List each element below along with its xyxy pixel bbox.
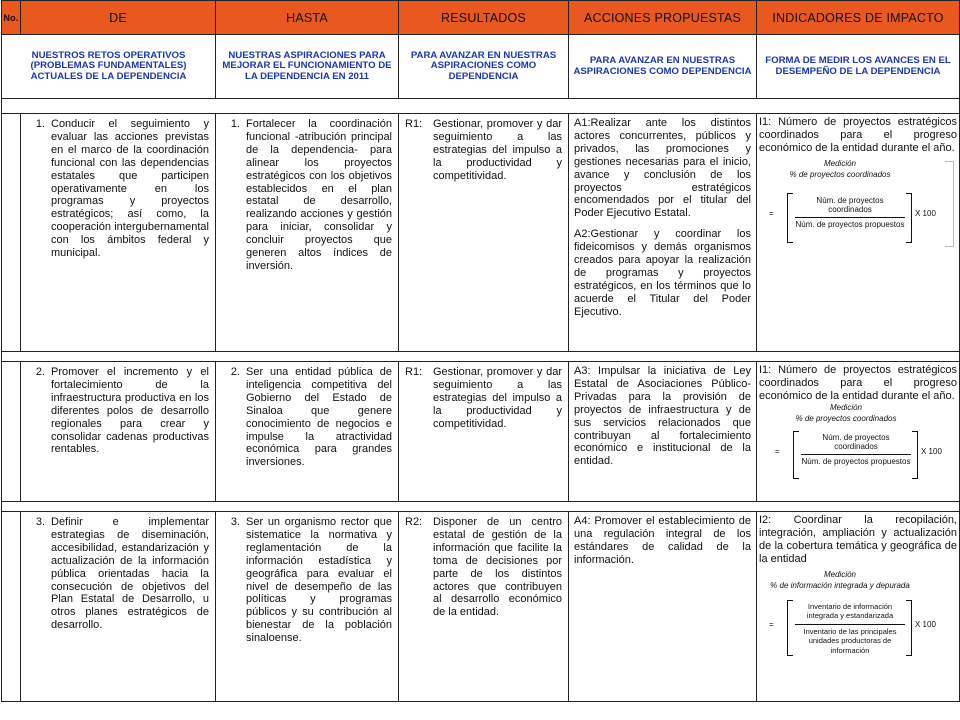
indicator-text: I2: Coordinar la recopilación, integración, ampliación y actualización de la cobertura temática y geográfica de la entidad — [759, 514, 957, 565]
strategy-table — [1, 0, 960, 702]
indicadores-cell — [757, 362, 960, 502]
de-cell — [21, 512, 216, 702]
measurement-formula — [765, 159, 957, 251]
subheader-hasta: NUESTRAS ASPIRACIONES PARA MEJORAR EL FUNCIONAMIENTO DE LA DEPENDENCIA EN 2011 — [216, 35, 399, 99]
de-cell — [21, 114, 216, 352]
hasta-cell — [216, 114, 399, 352]
result-text: Gestionar, promover y dar seguimiento a las estrategias del impulso a la productividad y competitividad. — [433, 366, 562, 430]
subheader-row — [2, 35, 960, 99]
equals-sign: = — [769, 208, 774, 218]
hasta-text: Ser una entidad pública de inteligencia competitiva del Gobierno del Estado de Sinaloa que genere conocimiento de negocios e impulse la atractividad económica para grandes inversiones. — [246, 366, 392, 469]
de-number: 3. — [35, 516, 45, 528]
header-de: DE — [21, 1, 216, 35]
header-hasta: HASTA — [216, 1, 399, 35]
spacer-row — [2, 352, 960, 362]
de-cell — [21, 362, 216, 502]
action-text: A1:Realizar ante los distintos actores concurrentes, públicos y privados, las promociones y gestiones necesarias para el inicio, avance y conclusión de los proyectos estratégicos encomendados por el titular del Poder Ejecutivo Estatal. — [574, 117, 751, 220]
bracket-right — [906, 600, 912, 656]
fraction-line — [795, 624, 905, 625]
bracket-right — [906, 193, 912, 243]
acciones-cell — [569, 512, 757, 702]
indicadores-cell — [757, 114, 960, 352]
formula-numerator: Núm. de proyectos coordinados — [816, 195, 884, 215]
header-no: No. — [2, 1, 21, 35]
formula-factor: X 100 — [915, 208, 936, 218]
result-label: R2: — [405, 516, 423, 528]
bracket-left — [787, 193, 793, 243]
formula-factor: X 100 — [915, 619, 936, 629]
header-resultados: RESULTADOS — [399, 1, 569, 35]
measurement-formula — [771, 403, 957, 483]
de-text: Conducir el seguimiento y evaluar las acciones previstas en el marco de la coordinación funcional con las dependencias estatales que participen operativamente en los programas y proyectos estratégicos; así como, la cooperación intergubernamental con los ámbitos federal y municipal. — [51, 118, 209, 260]
hasta-cell — [216, 362, 399, 502]
spacer-row — [2, 99, 960, 114]
formula-denominator: Núm. de proyectos propuestos — [795, 219, 905, 229]
header-indicadores: INDICADORES DE IMPACTO — [757, 1, 960, 35]
hasta-text: Fortalecer la coordinación funcional -atribución principal de la dependencia- para alinear los proyectos estratégicos con los objetivos establecidos en el plan estatal de desarrollo, realizando acciones y gestión para iniciar, consolidar y concluir proyectos que generen altos índices de inversión. — [246, 118, 392, 272]
measurement-title: Medición — [823, 158, 856, 168]
table-row — [2, 512, 960, 702]
de-number: 2. — [35, 366, 45, 378]
indicator-text: I1: Número de proyectos estratégicos coordinados para el progreso económico de la entidad durante el año. — [759, 364, 957, 402]
resultados-cell — [399, 512, 569, 702]
hasta-text: Ser un organismo rector que sistematice la normativa y reglamentación de la información estadística y geográfica para evaluar el nivel de desempeño de las políticas y programas públicos y su contribución al bienestar de la población sinaloense. — [246, 516, 392, 645]
measurement-formula — [765, 570, 957, 662]
subheader-de: NUESTROS RETOS OPERATIVOS (PROBLEMAS FUNDAMENTALES) ACTUALES DE LA DEPENDENCIA — [2, 35, 216, 99]
spacer-row — [2, 502, 960, 512]
hasta-number: 1. — [230, 118, 240, 130]
table-row — [2, 114, 960, 352]
subheader-acciones: PARA AVANZAR EN NUESTRAS ASPIRACIONES COMO DEPENDENCIA — [569, 35, 757, 99]
bracket-left — [787, 600, 793, 656]
hasta-cell — [216, 512, 399, 702]
result-label: R1: — [405, 366, 423, 378]
de-text: Definir e implementar estrategias de diseminación, accesibilidad, estandarización y actualización de la información pública orientadas hacia la consecución de objetivos del Plan Estatal de Desarrollo, u otros planes estratégicos de desarrollo. — [51, 516, 209, 632]
formula-denominator: Núm. de proyectos propuestos — [801, 456, 911, 466]
subheader-resultados: PARA AVANZAR EN NUESTRAS ASPIRACIONES COMO DEPENDENCIA — [399, 35, 569, 99]
hasta-number: 2. — [230, 366, 240, 378]
de-number: 1. — [35, 118, 45, 130]
header-row — [2, 1, 960, 35]
image-frame-edge — [945, 161, 954, 247]
resultados-cell — [399, 362, 569, 502]
bracket-right — [912, 431, 918, 479]
indicadores-cell — [757, 512, 960, 702]
header-acciones: ACCIONES PROPUESTAS — [569, 1, 757, 35]
fraction-line — [801, 454, 911, 455]
formula-numerator: Núm. de proyectos coordinados — [822, 432, 890, 452]
table-row — [2, 362, 960, 502]
de-text: Promover el incremento y el fortalecimiento de la infraestructura productiva en los diferentes polos de desarrollo regionales para crear y consolidar cadenas productivas rentables. — [51, 366, 209, 456]
acciones-cell — [569, 362, 757, 502]
action-text: A2:Gestionar y coordinar los fideicomisos y demás organismos creados para apoyar la realización de programas y proyectos estratégicos, en los términos que lo acuerde el Titular del Poder Ejecutivo. — [574, 228, 751, 318]
measurement-metric: % de proyectos coordinados — [795, 413, 897, 423]
result-text: Disponer de un centro estatal de gestión de la información que facilite la toma de decisiones por parte de los distintos actores que contribuyen al desarrollo económico de la entidad. — [433, 516, 562, 619]
action-text: A3: Impulsar la iniciativa de Ley Estatal de Asociaciones Público-Privadas para la provisión de proyectos de infraestructura y de sus servicios relacionados que contribuyan al fortalecimiento económico e institucional de la entidad. — [574, 365, 751, 468]
acciones-cell — [569, 114, 757, 352]
formula-denominator: Inventario de las principales unidades productoras de información — [803, 626, 897, 655]
fraction-line — [795, 217, 905, 218]
equals-sign: = — [775, 446, 780, 456]
measurement-title: Medición — [829, 402, 862, 412]
result-text: Gestionar, promover y dar seguimiento a las estrategias del impulso a la productividad y competitividad. — [433, 118, 562, 182]
subheader-indicadores: FORMA DE MEDIR LOS AVANCES EN EL DESEMPEÑO DE LA DEPENDENCIA — [757, 35, 960, 99]
indicator-text: I1: Número de proyectos estratégicos coordinados para el progreso económico de la entidad durante el año. — [759, 116, 957, 154]
result-label: R1: — [405, 118, 423, 130]
action-text: A4: Promover el establecimiento de una regulación integral de los estándares de calidad de la información. — [574, 515, 751, 566]
measurement-title: Medición — [823, 569, 856, 579]
measurement-metric: % de proyectos coordinados — [789, 169, 891, 179]
measurement-metric: % de información integrada y depurada — [770, 580, 910, 590]
hasta-number: 3. — [230, 516, 240, 528]
equals-sign: = — [769, 619, 774, 629]
bracket-left — [793, 431, 799, 479]
resultados-cell — [399, 114, 569, 352]
formula-numerator: Inventario de información integrada y estandarizada — [806, 601, 894, 621]
formula-factor: X 100 — [921, 446, 942, 456]
